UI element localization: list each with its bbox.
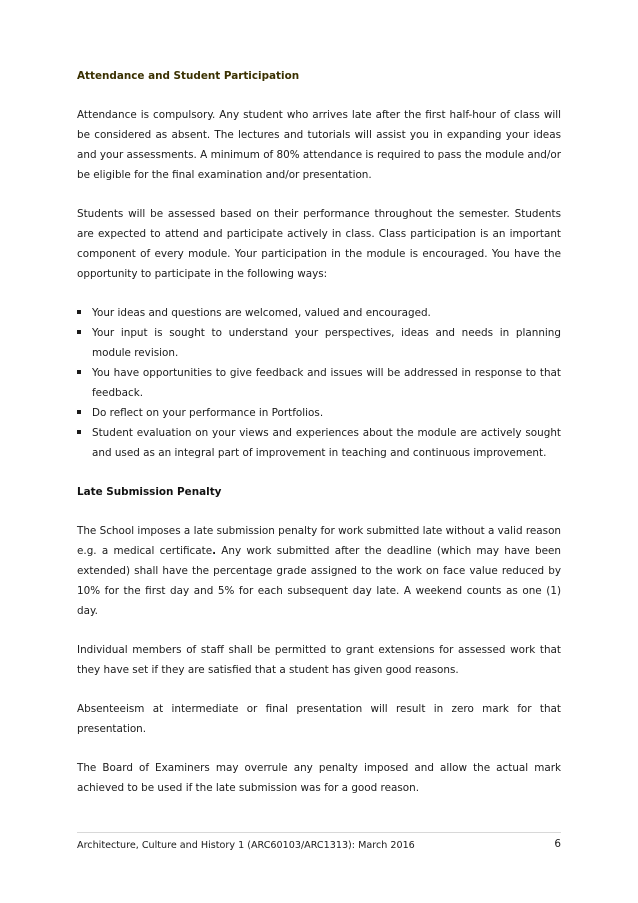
late-paragraph-1: The School imposes a late submission penalty for work submitted late without a valid reason e.g. a medical certificate. Any work submitted after the deadline (which may have been extended) shall have the percentage grade assigned to the work on face value reduced by 10% for the first day and 5% for each subsequent day late. A weekend counts as one (1) day. <box>77 525 562 617</box>
list-item: You have opportunities to give feedback and issues will be addressed in response to that feedback. <box>77 363 561 403</box>
late-paragraph-3: Absenteeism at intermediate or final presentation will result in zero mark for that presentation. <box>77 703 561 735</box>
participation-list <box>77 303 561 463</box>
attendance-heading: Attendance and Student Participation <box>77 70 300 82</box>
list-item: Student evaluation on your views and experiences about the module are actively sought and used as an integral part of improvement in teaching and continuous improvement. <box>77 423 561 463</box>
square-bullet-icon <box>77 410 81 414</box>
square-bullet-icon <box>77 370 81 374</box>
late-submission-heading: Late Submission Penalty <box>77 486 222 498</box>
attendance-paragraph-1: Attendance is compulsory. Any student who arrives late after the first half-hour of class will be considered as absent. The lectures and tutorials will assist you in expanding your ideas and your assessments. A minimum of 80% attendance is required to pass the module and/or be eligible for the final examination and/or presentation. <box>77 109 561 181</box>
square-bullet-icon <box>77 310 81 314</box>
late-paragraph-4: The Board of Examiners may overrule any penalty imposed and allow the actual mark achieved to be used if the late submission was for a good reason. <box>77 762 561 794</box>
list-item: Your input is sought to understand your perspectives, ideas and needs in planning module revision. <box>77 323 561 363</box>
late-paragraph-2: Individual members of staff shall be permitted to grant extensions for assessed work that they have set if they are satisfied that a student has given good reasons. <box>77 644 561 676</box>
attendance-paragraph-2: Students will be assessed based on their performance throughout the semester. Students are expected to attend and participate actively in class. Class participation is an important component of every module. Your participation in the module is encouraged. You have the opportunity to participate in the following ways: <box>77 208 561 280</box>
page-number: 6 <box>554 838 561 850</box>
square-bullet-icon <box>77 330 81 334</box>
footer-course-title: Architecture, Culture and History 1 (ARC60103/ARC1313): March 2016 <box>77 840 415 851</box>
list-item: Your ideas and questions are welcomed, valued and encouraged. <box>77 303 561 323</box>
square-bullet-icon <box>77 430 81 434</box>
list-item: Do reflect on your performance in Portfolios. <box>77 403 561 423</box>
page-content <box>77 66 561 798</box>
footer-divider <box>77 832 561 833</box>
